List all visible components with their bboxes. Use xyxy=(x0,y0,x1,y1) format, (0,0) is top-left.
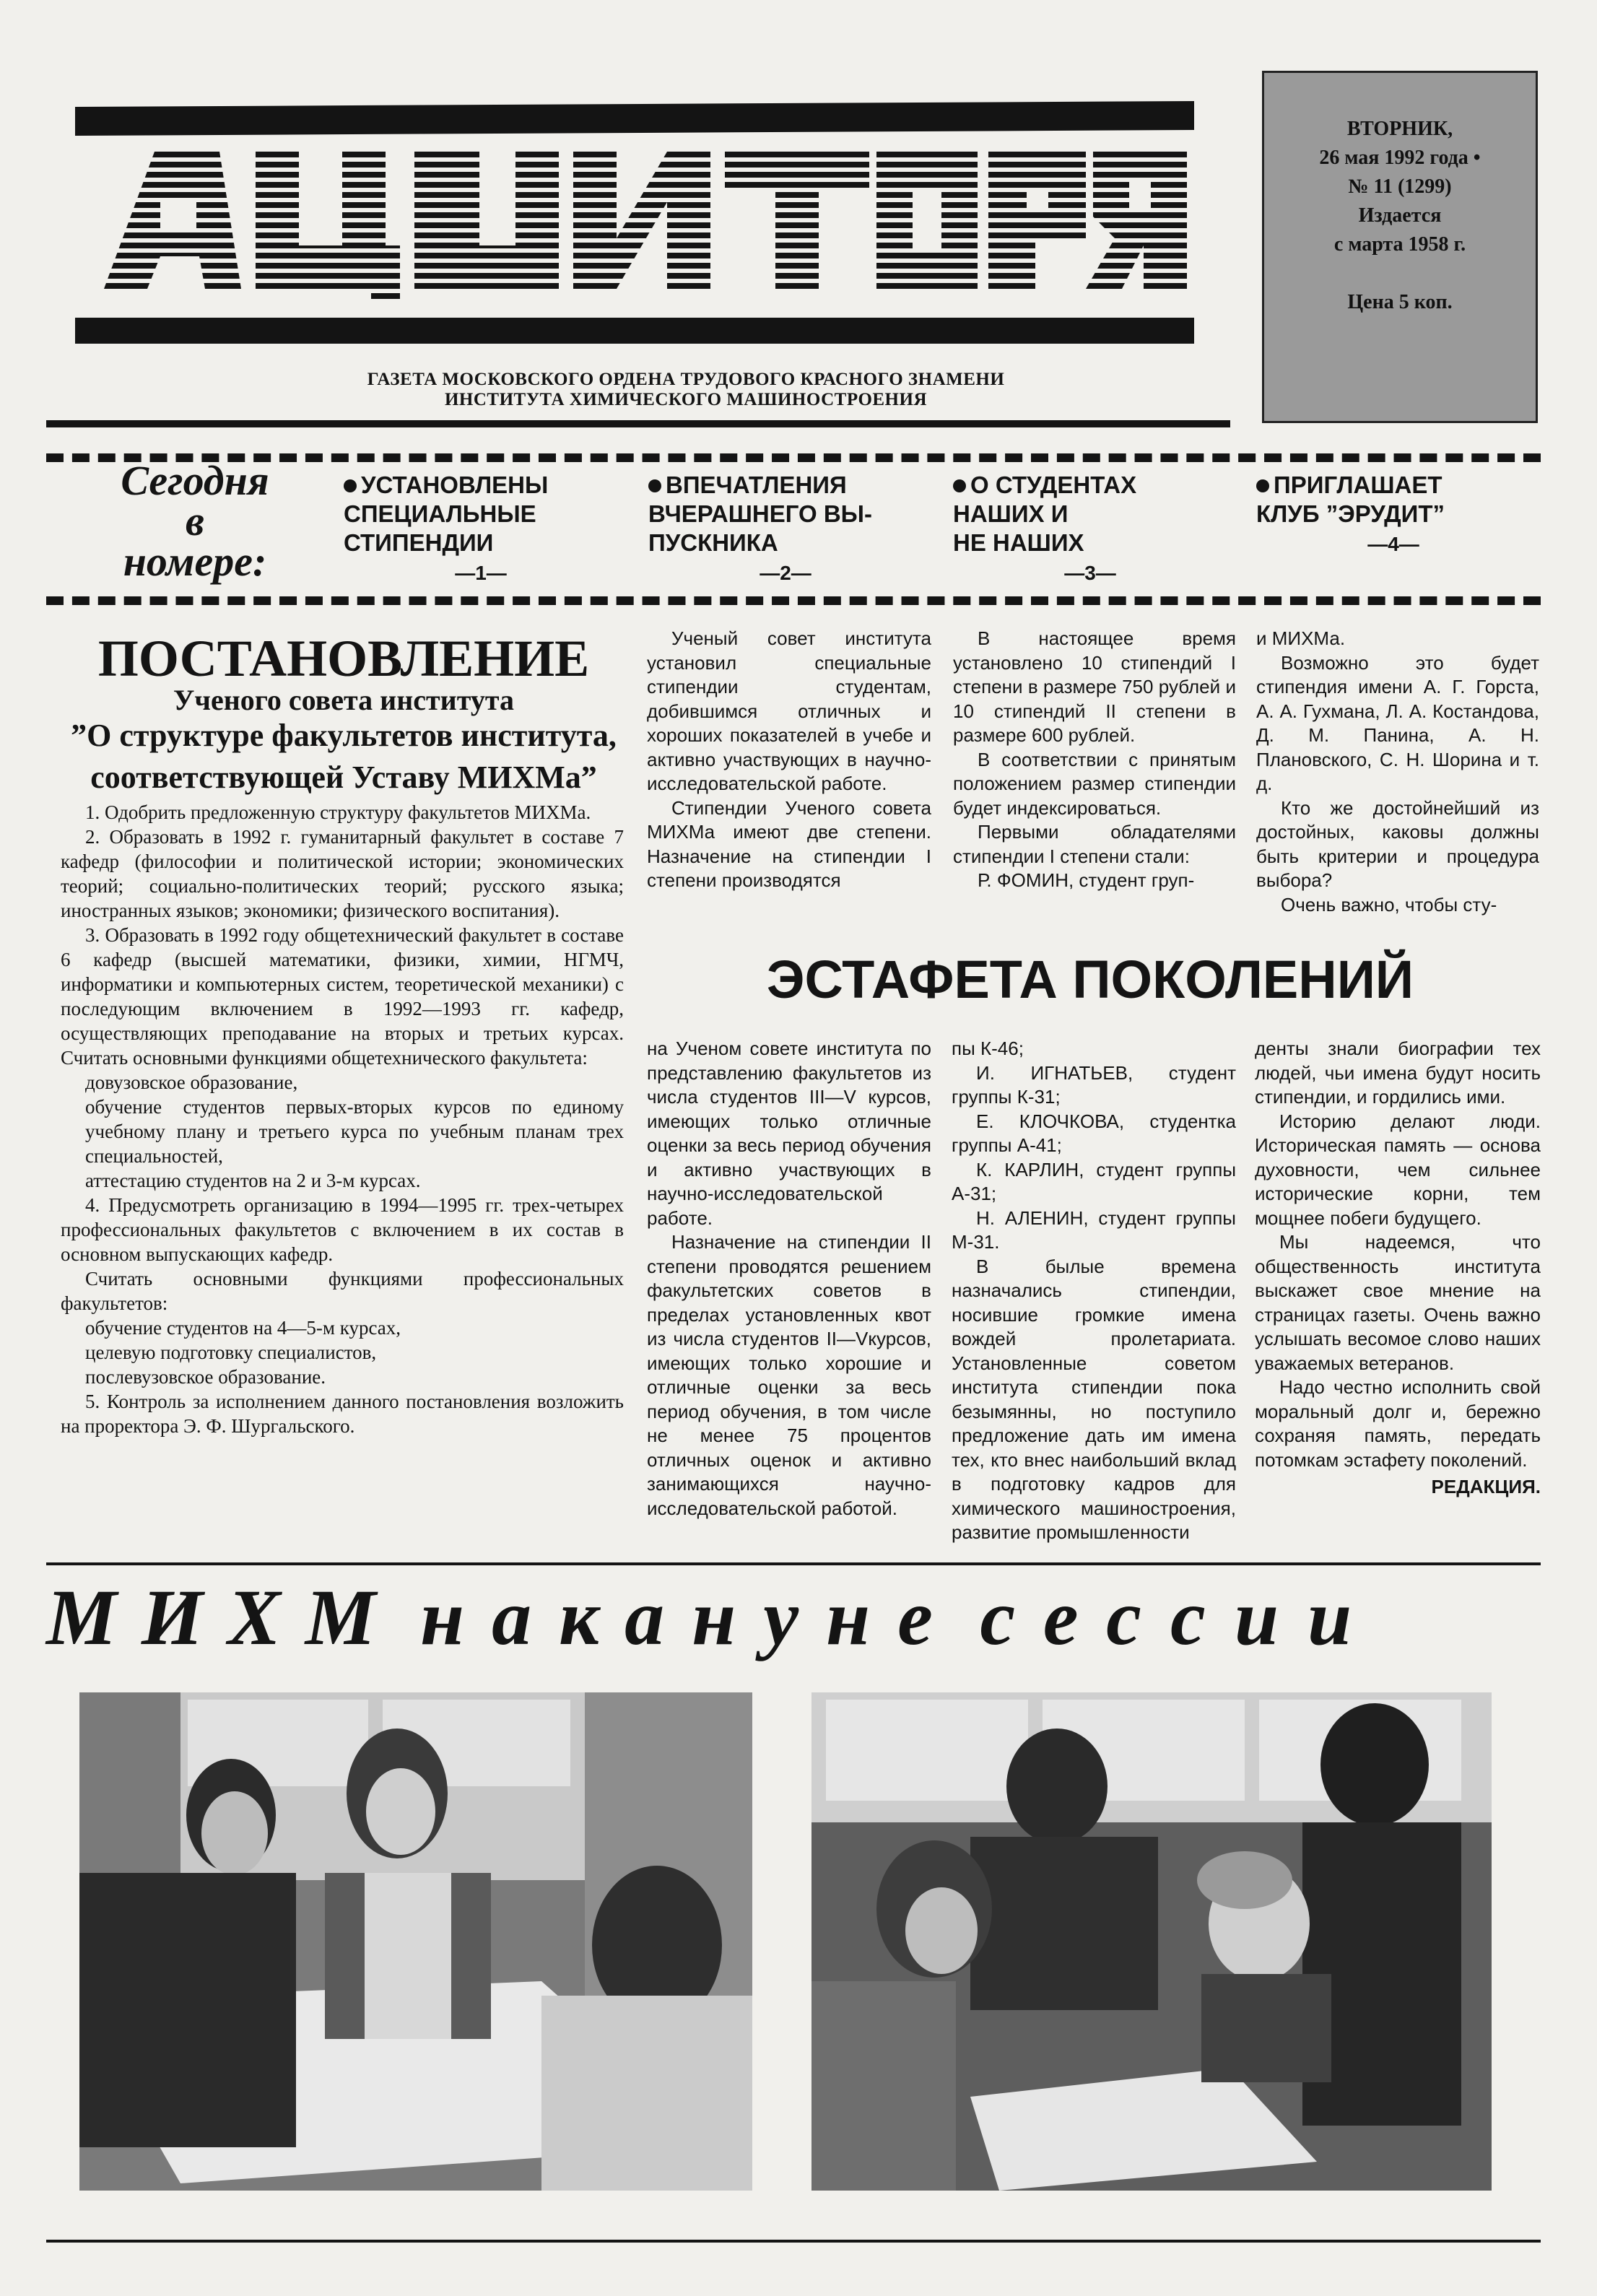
decree-paragraph: 2. Образовать в 1992 г. гуманитарный факультет в составе 7 кафедр (философии и политической истории; экономических теорий; социально-политических теорий; русского языка; иностранных языков; экономики; физического воспитания). xyxy=(61,826,624,921)
issue-price: Цена 5 коп. xyxy=(1347,291,1453,313)
issue-number: № 11 (1299) xyxy=(1348,175,1452,198)
in-this-issue-label xyxy=(87,457,303,585)
teaser-page: —3— xyxy=(1064,562,1116,584)
decree-paragraph: Считать основными функциями профессиональных факультетов: xyxy=(61,1268,624,1314)
article-paragraph: Историю делают люди. Историческая память — основа духовности, чем сильнее исторические корни, тем мощнее побеги будущего. xyxy=(1255,1110,1541,1229)
decree-paragraph: 1. Одобрить предложенную структуру факультетов МИХМа. xyxy=(85,801,591,823)
issue-info-box xyxy=(1262,71,1538,423)
bottom-rule xyxy=(46,2240,1541,2243)
issue-weekday: ВТОРНИК, xyxy=(1346,118,1453,140)
decree-paragraph: обучение студентов первых-вторых курсов по единому учебному плану и третьего курса по учебным планам трех специальностей, xyxy=(85,1096,624,1167)
article-title: ЭСТАФЕТА ПОКОЛЕНИЙ xyxy=(766,949,1414,1009)
decree-quote-line-2: соответствующей Уставу МИХМа” xyxy=(90,760,597,795)
decree-body xyxy=(61,800,624,1438)
article-paragraph: Н. АЛЕНИН, студент группы М-31. xyxy=(952,1206,1236,1253)
article-paragraph: И. ИГНАТЬЕВ, студент группы К-31; xyxy=(952,1061,1236,1108)
bullet-icon xyxy=(648,479,661,492)
article-paragraph: Надо честно исполнить свой моральный долг и, бережно сохраняя память, передать потомкам эстафету поколений. xyxy=(1255,1376,1541,1471)
decree-paragraph: аттестацию студентов на 2 и 3-м курсах. xyxy=(85,1170,421,1191)
photo-image xyxy=(79,1692,752,2191)
decree-paragraph: 3. Образовать в 1992 году общетехнический факультет в составе 6 кафедр (высшей математики, физики, химии, НГМЧ, информатики и компьютерных систем, теоретической механики) с последующим включением в 1992—1993 гг. кафедр, осуществляющих преподавание на вторых и третьих курсах. Считать основными функциями общетехнического факультета: xyxy=(61,924,624,1069)
article-paragraph: В настоящее время установлено 10 стипендий I степени в размере 750 рублей и 10 стипендий II степени в размере 600 рублей. xyxy=(953,627,1236,746)
decree-quote-line-1: ”О структуре факультетов института, xyxy=(71,718,617,753)
teaser-text: УСТАНОВЛЕНЫ СПЕЦИАЛЬНЫЕ СТИПЕНДИИ xyxy=(344,471,549,556)
section-rule xyxy=(46,1562,1541,1565)
newspaper-logo xyxy=(75,101,1194,347)
teaser-text: ПРИГЛАШАЕТ КЛУБ ”ЭРУДИТ” xyxy=(1256,471,1445,527)
section-title-word: МИХМ xyxy=(46,1573,401,1661)
article-paragraph: К. КАРЛИН, студент группы А-31; xyxy=(952,1158,1236,1204)
decree-quote-title xyxy=(51,715,637,799)
article-paragraph: Р. ФОМИН, студент груп- xyxy=(978,869,1195,891)
masthead-subtitle xyxy=(217,370,1155,410)
teaser-text: ВПЕЧАТЛЕНИЯ ВЧЕРАШНЕГО ВЫ- ПУСКНИКА xyxy=(648,471,872,556)
article-paragraph: Стипендии Ученого совета МИХМа имеют две степени. Назначение на стипендии I степени производятся xyxy=(647,796,931,891)
in-this-issue-line-3: номере: xyxy=(123,538,267,585)
in-this-issue-line-2: в xyxy=(186,497,204,544)
photo-students-right xyxy=(811,1692,1492,2191)
teaser-item[interactable] xyxy=(648,471,923,588)
teaser-item[interactable] xyxy=(953,471,1227,588)
article-column-2-top xyxy=(953,627,1236,893)
photo-image xyxy=(811,1692,1492,2191)
decree-paragraph: 4. Предусмотреть организацию в 1994—1995 гг. трех-четырех профессиональных факультетов с включением в их состав в основном выпускающих кафедр. xyxy=(61,1194,624,1265)
article-column-3-top xyxy=(1256,627,1539,917)
decree-title: ПОСТАНОВЛЕНИЕ xyxy=(97,630,590,687)
decree-paragraph: обучение студентов на 4—5-м курсах, xyxy=(85,1317,401,1339)
issue-date: 26 мая 1992 года • xyxy=(1319,147,1481,169)
teaser-text: О СТУДЕНТАХ НАШИХ И НЕ НАШИХ xyxy=(953,471,1137,556)
dashed-divider-bottom xyxy=(46,596,1541,605)
section-title-word: накануне xyxy=(420,1573,960,1661)
issue-published-label: Издается xyxy=(1358,204,1442,227)
issue-published-since: с марта 1958 г. xyxy=(1333,233,1466,256)
bullet-icon xyxy=(344,479,357,492)
article-paragraph: денты знали биографии тех людей, чьи имена будут носить стипендии, и гордились ими. xyxy=(1255,1038,1541,1108)
photo-section-title xyxy=(46,1573,1548,1662)
decree-paragraph: послевузовское образование. xyxy=(85,1366,326,1388)
bullet-icon xyxy=(1256,479,1269,492)
article-column-3-bottom xyxy=(1255,1037,1541,1500)
decree-paragraph: довузовское образование, xyxy=(85,1071,298,1093)
teaser-item[interactable] xyxy=(344,471,618,588)
decree-paragraph: 5. Контроль за исполнением данного постановления возложить на проректора Э. Ф. Шургальского. xyxy=(61,1391,624,1437)
photo-students-left xyxy=(79,1692,752,2191)
decree-paragraph: целевую подготовку специалистов, xyxy=(85,1341,377,1363)
article-column-1-bottom xyxy=(647,1037,931,1521)
article-signature: РЕДАКЦИЯ. xyxy=(1431,1476,1541,1497)
teaser-item[interactable] xyxy=(1256,471,1531,559)
article-paragraph: Первыми обладателями стипендии I степени стали: xyxy=(953,821,1236,867)
in-this-issue-line-1: Сегодня xyxy=(121,457,269,504)
article-column-2-bottom xyxy=(952,1037,1236,1545)
article-paragraph: Очень важно, чтобы сту- xyxy=(1281,893,1497,916)
subtitle-line-2: ИНСТИТУТА ХИМИЧЕСКОГО МАШИНОСТРОЕНИЯ xyxy=(444,390,928,409)
teaser-page: —4— xyxy=(1367,533,1419,555)
article-paragraph: Кто же достойнейший из достойных, каковы должны быть критерии и процедура выбора? xyxy=(1256,796,1539,891)
article-paragraph: Возможно это будет стипендия имени А. Г. Горста, А. А. Гухмана, Л. А. Костандова, Д. М. Панина, А. Н. Плановского, С. Н. Шорина и т. д. xyxy=(1256,651,1539,794)
article-paragraph: и МИХМа. xyxy=(1256,627,1346,649)
article-paragraph: Е. КЛОЧКОВА, студентка группы А-41; xyxy=(952,1110,1236,1156)
article-column-1-top xyxy=(647,627,931,893)
subtitle-line-1: ГАЗЕТА МОСКОВСКОГО ОРДЕНА ТРУДОВОГО КРАСНОГО ЗНАМЕНИ xyxy=(367,370,1005,389)
article-paragraph: Ученый совет института установил специальные стипендии студентам, добившимся отличных и хороших показателей в учебе и активно участвующих в научно-исследовательской работе. xyxy=(647,627,931,794)
bullet-icon xyxy=(953,479,966,492)
logo-graphic xyxy=(75,101,1194,347)
decree-subtitle: Ученого совета института xyxy=(173,684,514,716)
article-paragraph: на Ученом совете института по представлению факультетов из числа студентов III—V курсов, имеющих только отличные оценки за весь период обучения и активно участвующих в научно-исследовательской работе. xyxy=(647,1038,931,1229)
masthead-rule xyxy=(46,420,1230,427)
article-paragraph: пы К-46; xyxy=(952,1038,1024,1059)
article-paragraph: Мы надеемся, что общественность института выскажет свое мнение на страницах газеты. Очень важно услышать весомое слово наших уважаемых ветеранов. xyxy=(1255,1231,1541,1374)
article-paragraph: В былые времена назначались стипендии, носившие громкие имена вождей пролетариата. Установленные советом института стипендии пока безымянны, но поступило предложение дать им имена тех, кто внес наибольший вклад в подготовку кадров для химического машиностроения, развитие промышленности xyxy=(952,1255,1236,1543)
section-title-word: сессии xyxy=(980,1573,1381,1661)
article-paragraph: Назначение на стипендии II степени проводятся решением факультетских советов в пределах установленных квот из числа студентов II—Vкурсов, имеющих только хорошие и отличные оценки за весь период обучения, в том числе не менее 75 процентов отличных оценок и активно занимающихся научно-исследовательской работой. xyxy=(647,1231,931,1519)
article-paragraph: В соответствии с принятым положением размер стипендии будет индексироваться. xyxy=(953,748,1236,819)
teaser-page: —1— xyxy=(455,562,507,584)
teaser-page: —2— xyxy=(760,562,811,584)
